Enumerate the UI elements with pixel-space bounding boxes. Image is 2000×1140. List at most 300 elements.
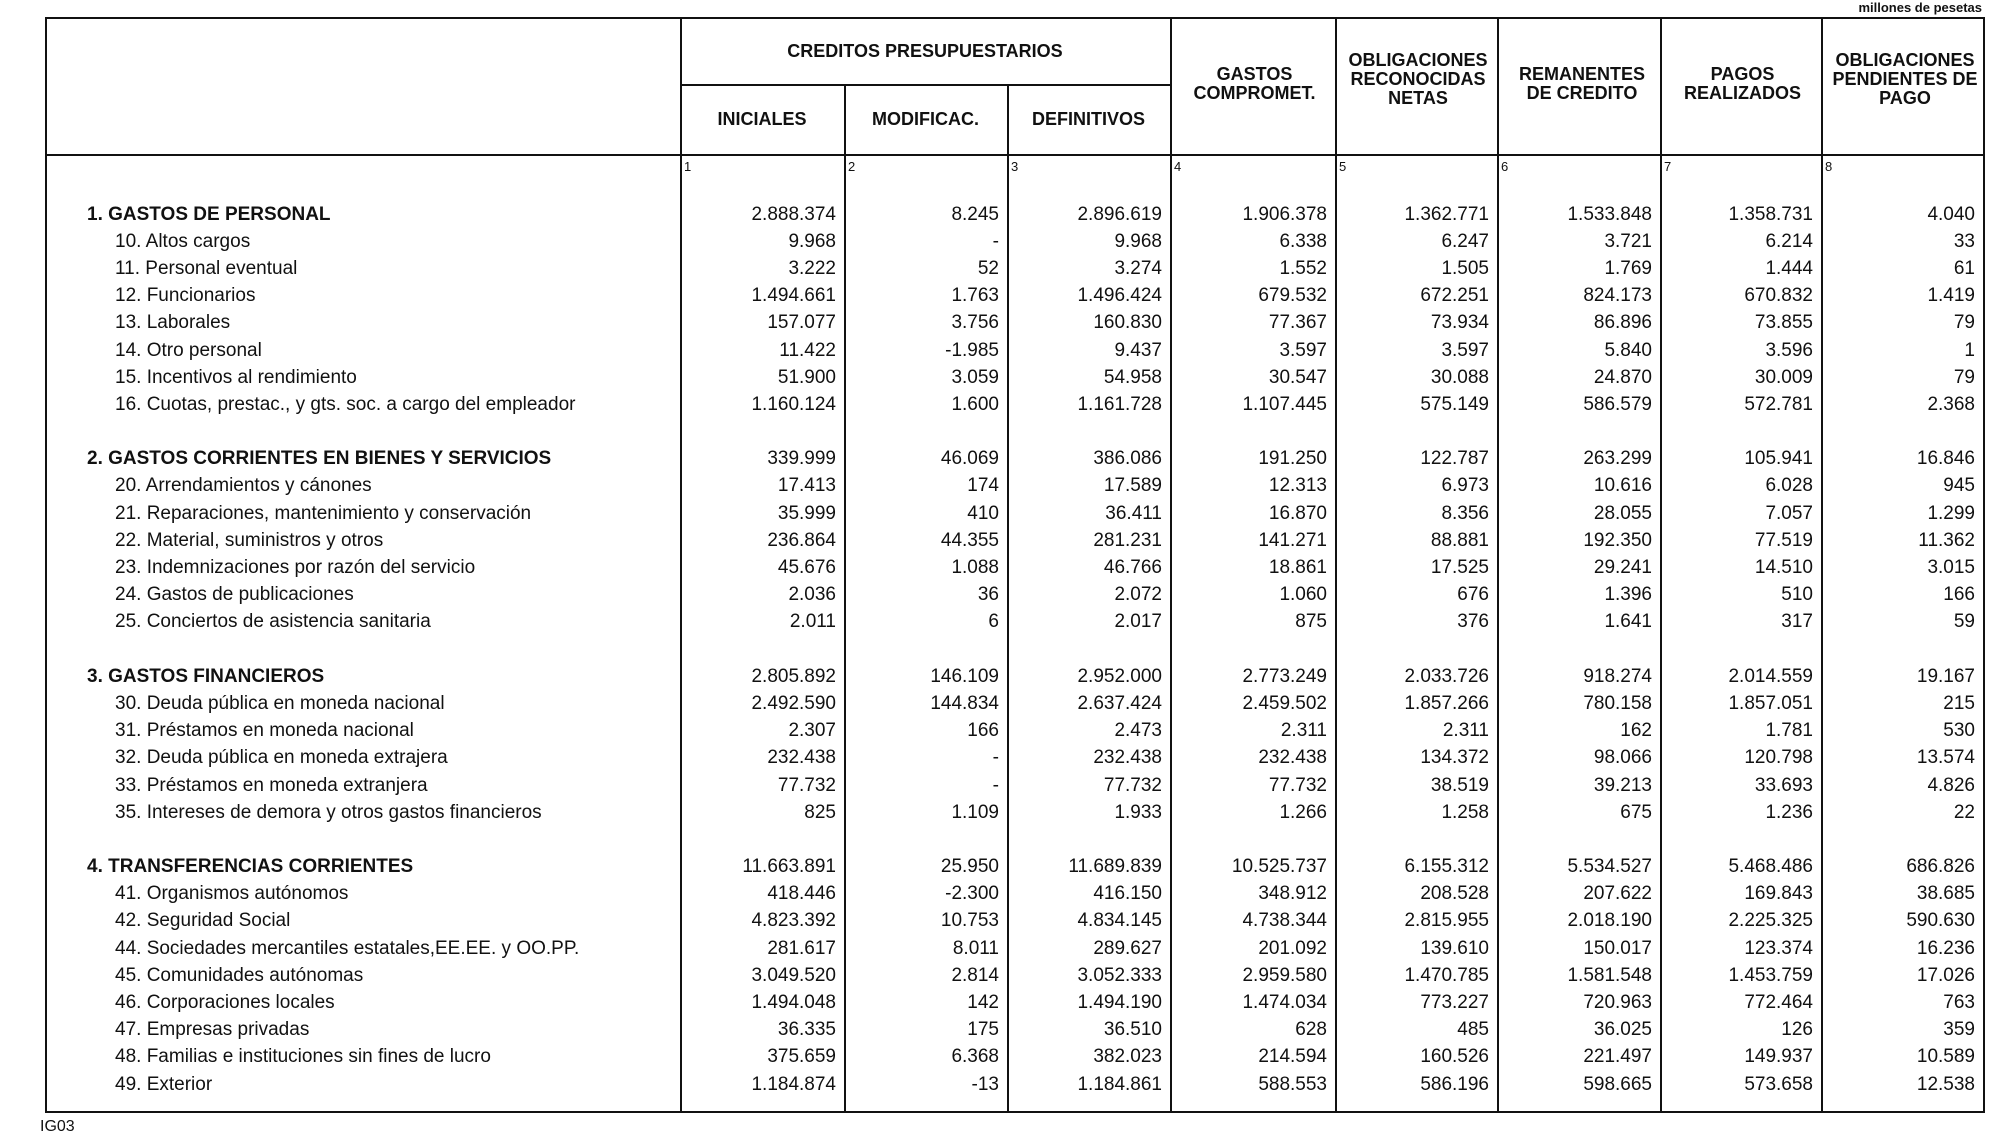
table-row-value: 77.367: [1268, 312, 1327, 334]
group-row-value: 2.773.249: [1242, 665, 1327, 687]
table-row-value: 772.464: [1744, 992, 1813, 1014]
table-row-value: 16.870: [1268, 502, 1327, 524]
table-row-value: 1.419: [1927, 285, 1975, 307]
table-row-label: 45. Comunidades autónomas: [115, 964, 364, 986]
group-row-value: 2.952.000: [1077, 665, 1162, 687]
table-row: [47, 989, 1983, 1016]
table-row-value: 3.721: [1604, 230, 1652, 252]
table-row-value: 3.222: [788, 257, 836, 279]
group-row-value: 191.250: [1258, 448, 1327, 470]
table-row-value: 13.574: [1916, 747, 1975, 769]
table-row-value: 1.184.861: [1077, 1073, 1162, 1095]
table-row-value: 875: [1295, 611, 1327, 633]
table-row-value: 3.052.333: [1077, 964, 1162, 986]
group-row-value: 2.033.726: [1404, 665, 1489, 687]
table-row-value: 10.753: [940, 910, 999, 932]
table-row-value: 126: [1781, 1019, 1813, 1041]
table-row-value: 174: [967, 475, 999, 497]
table-row-value: 2.459.502: [1242, 692, 1327, 714]
group-row-value: 1.358.731: [1728, 203, 1813, 225]
group-row-value: 1.906.378: [1242, 203, 1327, 225]
table-row-value: 2.307: [788, 720, 836, 742]
table-row-value: 29.241: [1593, 557, 1652, 579]
table-row-value: -1.985: [945, 339, 999, 361]
group-row-value: 2.888.374: [751, 203, 836, 225]
group-row-value: 5.468.486: [1728, 856, 1813, 878]
table-row-value: 3.015: [1927, 557, 1975, 579]
group-row-value: 6.155.312: [1404, 856, 1489, 878]
table-row-value: 590.630: [1906, 910, 1975, 932]
table-row-value: 376: [1457, 611, 1489, 633]
header-creditos: CREDITOS PRESUPUESTARIOS: [787, 41, 1063, 61]
table-row-value: 1.494.661: [751, 285, 836, 307]
table-row-value: 824.173: [1583, 285, 1652, 307]
table-row-value: -: [992, 230, 999, 252]
header-modificac: MODIFICAC.: [872, 108, 979, 129]
table-row-value: 215: [1943, 692, 1975, 714]
table-row-value: 1.494.048: [751, 992, 836, 1014]
table-row-value: 6.028: [1765, 475, 1813, 497]
table-row-value: 73.934: [1430, 312, 1489, 334]
table-row-value: 22: [1953, 801, 1975, 823]
group-row: [47, 446, 1983, 473]
header-divider: [47, 154, 1983, 156]
table-row: [47, 609, 1983, 636]
table-row-value: 598.665: [1583, 1073, 1652, 1095]
table-row-value: 10.589: [1916, 1046, 1975, 1068]
table-row-value: 120.798: [1744, 747, 1813, 769]
table-row-value: 160.830: [1093, 312, 1162, 334]
table-row-value: 586.196: [1420, 1073, 1489, 1095]
group-row-label: 4. TRANSFERENCIAS CORRIENTES: [87, 856, 414, 878]
group-row-value: 146.109: [930, 665, 999, 687]
table-row: [47, 582, 1983, 609]
table-row-label: 20. Arrendamientos y cánones: [115, 475, 372, 497]
table-row-label: 12. Funcionarios: [115, 285, 256, 307]
table-body: [47, 201, 1983, 1098]
table-row-value: 2.072: [1114, 584, 1162, 606]
group-row-value: 11.663.891: [742, 856, 836, 878]
table-row-value: 1.060: [1279, 584, 1327, 606]
table-row-label: 24. Gastos de publicaciones: [115, 584, 354, 606]
table-row-value: 17.589: [1103, 475, 1162, 497]
table-row-value: 79: [1953, 312, 1975, 334]
table-row-value: 1.781: [1765, 720, 1813, 742]
table-row-value: 8.011: [952, 937, 999, 959]
group-row-value: 122.787: [1420, 448, 1489, 470]
table-row-value: 9.437: [1114, 339, 1162, 361]
table-row-label: 16. Cuotas, prestac., y gts. soc. a cargo del empleador: [115, 393, 576, 415]
table-row-value: 1.184.874: [751, 1073, 836, 1095]
table-row-value: 1.236: [1765, 801, 1813, 823]
table-row-value: 679.532: [1258, 285, 1327, 307]
column-number: 2: [848, 159, 856, 174]
table-row-value: 1.641: [1604, 611, 1652, 633]
table-row-value: 410: [967, 502, 999, 524]
table-row-label: 46. Corporaciones locales: [115, 992, 335, 1014]
table-row-value: 375.659: [767, 1046, 836, 1068]
table-row-value: 33: [1953, 230, 1975, 252]
table-row-value: 628: [1295, 1019, 1327, 1041]
unit-note: millones de pesetas: [1858, 0, 1982, 15]
group-row-label: 1. GASTOS DE PERSONAL: [87, 203, 331, 225]
table-row-label: 31. Préstamos en moneda nacional: [115, 720, 414, 742]
table-row-value: 720.963: [1583, 992, 1652, 1014]
budget-table: [45, 17, 1985, 1113]
table-row-value: 36.025: [1593, 1019, 1652, 1041]
table-row-label: 42. Seguridad Social: [115, 910, 291, 932]
table-row-label: 49. Exterior: [115, 1073, 213, 1095]
table-row-value: 33.693: [1754, 774, 1813, 796]
table-row-value: 1.299: [1927, 502, 1975, 524]
table-row-value: 382.023: [1093, 1046, 1162, 1068]
table-row-value: 281.231: [1093, 529, 1162, 551]
table-row-value: 30.009: [1754, 366, 1813, 388]
table-row: [47, 745, 1983, 772]
column-number: 7: [1664, 159, 1672, 174]
table-row-value: 773.227: [1420, 992, 1489, 1014]
group-row-value: 686.826: [1906, 856, 1975, 878]
table-row-value: 59: [1953, 611, 1975, 633]
table-row-value: 134.372: [1420, 747, 1489, 769]
table-row-value: 530: [1943, 720, 1975, 742]
table-row-value: 79: [1953, 366, 1975, 388]
table-row-value: 3.059: [951, 366, 999, 388]
table-row-value: 28.055: [1593, 502, 1652, 524]
table-row-value: 30.547: [1268, 366, 1327, 388]
header-obligaciones-reconocidas: OBLIGACIONES RECONOCIDAS NETAS: [1348, 49, 1488, 108]
table-row-value: -13: [971, 1073, 999, 1095]
table-row-value: 289.627: [1093, 937, 1162, 959]
table-row: [47, 799, 1983, 826]
table-row: [47, 881, 1983, 908]
group-row-value: 2.014.559: [1728, 665, 1813, 687]
table-row-value: 3.596: [1765, 339, 1813, 361]
table-row-value: 945: [1943, 475, 1975, 497]
table-row-value: 232.438: [1258, 747, 1327, 769]
group-row-value: 25.950: [940, 856, 999, 878]
footer-code: IG03: [40, 1118, 75, 1135]
table-row-value: 35.999: [777, 502, 836, 524]
table-row-value: 2.018.190: [1567, 910, 1652, 932]
table-row-value: 572.781: [1744, 393, 1813, 415]
table-row-value: 39.213: [1593, 774, 1652, 796]
table-row-value: 232.438: [767, 747, 836, 769]
table-row-value: 2.473: [1114, 720, 1162, 742]
group-row-value: 10.525.737: [1231, 856, 1327, 878]
table-row-value: 207.622: [1583, 883, 1652, 905]
table-row-value: 11.422: [779, 339, 836, 361]
table-row-value: 1: [1964, 339, 1975, 361]
table-row-value: 6.368: [951, 1046, 999, 1068]
table-row-value: 12.313: [1268, 475, 1327, 497]
table-row-label: 14. Otro personal: [115, 339, 262, 361]
table-row-label: 11. Personal eventual: [115, 257, 298, 279]
table-row-value: 1.763: [951, 285, 999, 307]
table-row-label: 22. Material, suministros y otros: [115, 529, 384, 551]
table-row-value: 17.525: [1430, 557, 1489, 579]
table-row-value: 1.470.785: [1404, 964, 1489, 986]
table-row: [47, 1044, 1983, 1071]
table-row-value: 77.732: [1268, 774, 1327, 796]
table-row-value: 36.510: [1103, 1019, 1162, 1041]
table-row-value: 1.769: [1604, 257, 1652, 279]
table-row-value: 123.374: [1744, 937, 1813, 959]
table-row-value: 6: [988, 611, 999, 633]
table-row-value: 2.011: [789, 611, 836, 633]
table-row-label: 33. Préstamos en moneda extranjera: [115, 774, 428, 796]
table-row-value: 1.088: [951, 557, 999, 579]
group-row-value: 1.362.771: [1404, 203, 1489, 225]
table-row-value: 2.311: [1280, 720, 1327, 742]
table-row-label: 48. Familias e instituciones sin fines de lucro: [115, 1046, 491, 1068]
table-row-value: 1.552: [1279, 257, 1327, 279]
table-row-value: 214.594: [1258, 1046, 1327, 1068]
table-row: [47, 908, 1983, 935]
table-row-value: 18.861: [1268, 557, 1327, 579]
table-row-value: 3.274: [1114, 257, 1162, 279]
table-row-value: 676: [1457, 584, 1489, 606]
table-row-value: 61: [1953, 257, 1975, 279]
table-row-value: 6.973: [1441, 475, 1489, 497]
table-row-value: 77.732: [1103, 774, 1162, 796]
table-row-value: 4.823.392: [751, 910, 836, 932]
table-row-value: 144.834: [930, 692, 999, 714]
table-row-value: 77.519: [1754, 529, 1813, 551]
group-row-value: 16.846: [1916, 448, 1975, 470]
table-row: [47, 473, 1983, 500]
table-row-value: 3.756: [951, 312, 999, 334]
table-row-label: 21. Reparaciones, mantenimiento y conservación: [115, 502, 532, 524]
table-row-value: 36.335: [777, 1019, 836, 1041]
table-row: [47, 554, 1983, 581]
table-row-value: 51.900: [777, 366, 836, 388]
table-row-value: 10.616: [1593, 475, 1652, 497]
group-row-value: 8.245: [951, 203, 999, 225]
table-row-value: 54.958: [1103, 366, 1162, 388]
table-row-value: 36.411: [1105, 502, 1162, 524]
table-row-value: 3.597: [1441, 339, 1489, 361]
table-row-value: 825: [804, 801, 836, 823]
table-row-value: 1.857.266: [1404, 692, 1489, 714]
table-row-value: 485: [1457, 1019, 1489, 1041]
table-row-value: 86.896: [1593, 312, 1652, 334]
table-row-value: 9.968: [1114, 230, 1162, 252]
table-row-value: 221.497: [1583, 1046, 1652, 1068]
table-row-value: 24.870: [1593, 366, 1652, 388]
table-row-value: 149.937: [1744, 1046, 1813, 1068]
table-row-value: 763: [1943, 992, 1975, 1014]
table-row-value: 1.857.051: [1728, 692, 1813, 714]
table-row-value: 77.732: [777, 774, 836, 796]
table-row-value: 675: [1620, 801, 1652, 823]
table-row-value: 2.959.580: [1242, 964, 1327, 986]
table-row-value: 1.581.548: [1567, 964, 1652, 986]
table-row-value: 672.251: [1420, 285, 1489, 307]
table-row-value: 142: [967, 992, 999, 1014]
table-row-value: 4.738.344: [1242, 910, 1327, 932]
column-number: 4: [1174, 159, 1182, 174]
table-row-value: 201.092: [1258, 937, 1327, 959]
table-row-value: 780.158: [1583, 692, 1652, 714]
table-row-value: 166: [1943, 584, 1975, 606]
table-row-value: 36: [977, 584, 999, 606]
table-row-value: 2.368: [1927, 393, 1975, 415]
group-row-value: 918.274: [1583, 665, 1652, 687]
column-number: 5: [1339, 159, 1347, 174]
table-row-value: 3.049.520: [751, 964, 836, 986]
table-row-value: 232.438: [1093, 747, 1162, 769]
table-row-value: 7.057: [1765, 502, 1813, 524]
table-row-value: 6.338: [1279, 230, 1327, 252]
table-row-value: 586.579: [1583, 393, 1652, 415]
table-row-value: 141.271: [1258, 529, 1327, 551]
spacer-row: [47, 419, 1983, 446]
group-row: [47, 854, 1983, 881]
table-row: [47, 228, 1983, 255]
table-row-value: 1.933: [1114, 801, 1162, 823]
group-row-label: 3. GASTOS FINANCIEROS: [87, 665, 325, 687]
table-row-value: 6.247: [1441, 230, 1489, 252]
table-row-value: 573.658: [1744, 1073, 1813, 1095]
table-row-value: 1.453.759: [1728, 964, 1813, 986]
table-row-value: -: [992, 774, 999, 796]
group-row-value: 386.086: [1093, 448, 1162, 470]
table-row-value: 4.834.145: [1077, 910, 1162, 932]
table-row-value: 1.474.034: [1242, 992, 1327, 1014]
table-row-value: 1.107.445: [1242, 393, 1327, 415]
table-row-label: 44. Sociedades mercantiles estatales,EE.EE. y OO.PP.: [115, 937, 580, 959]
table-row-value: 2.637.424: [1077, 692, 1162, 714]
table-row-value: 157.077: [767, 312, 836, 334]
table-row-value: 175: [967, 1019, 999, 1041]
table-row-label: 41. Organismos autónomos: [115, 883, 349, 905]
table-row-label: 32. Deuda pública en moneda extrajera: [115, 747, 448, 769]
table-row: [47, 391, 1983, 418]
group-row-label: 2. GASTOS CORRIENTES EN BIENES Y SERVICIOS: [87, 448, 552, 470]
table-row-value: 1.161.728: [1077, 393, 1162, 415]
table-row-value: 16.236: [1916, 937, 1975, 959]
table-row-label: 10. Altos cargos: [115, 230, 251, 252]
table-row-value: 359: [1943, 1019, 1975, 1041]
group-row-value: 11.689.839: [1068, 856, 1162, 878]
table-row-value: 150.017: [1583, 937, 1652, 959]
header-iniciales: INICIALES: [717, 108, 807, 129]
table-row-value: 2.225.325: [1728, 910, 1813, 932]
table-row-value: 575.149: [1420, 393, 1489, 415]
table-row-value: 162: [1620, 720, 1652, 742]
table-row-value: 2.492.590: [751, 692, 836, 714]
group-row: [47, 201, 1983, 228]
table-row-value: 38.519: [1430, 774, 1489, 796]
group-row-value: 105.941: [1744, 448, 1813, 470]
table-row: [47, 364, 1983, 391]
group-row-value: 5.534.527: [1567, 856, 1652, 878]
table-row-label: 47. Empresas privadas: [115, 1019, 310, 1041]
table-row-value: 73.855: [1754, 312, 1813, 334]
column-number: 6: [1501, 159, 1509, 174]
table-row-value: 3.597: [1279, 339, 1327, 361]
group-row-value: 46.069: [940, 448, 999, 470]
table-row: [47, 527, 1983, 554]
table-row-value: 1.266: [1279, 801, 1327, 823]
group-row-value: 1.533.848: [1567, 203, 1652, 225]
table-row-value: 9.968: [788, 230, 836, 252]
table-row-value: 416.150: [1093, 883, 1162, 905]
table-row: [47, 962, 1983, 989]
table-row-label: 25. Conciertos de asistencia sanitaria: [115, 611, 431, 633]
table-row-label: 35. Intereses de demora y otros gastos financieros: [115, 801, 542, 823]
table-row-value: 44.355: [940, 529, 999, 551]
table-row: [47, 500, 1983, 527]
table-row-value: 348.912: [1258, 883, 1327, 905]
table-row-value: 88.881: [1430, 529, 1489, 551]
table-row-value: 2.311: [1442, 720, 1489, 742]
table-row-value: 1.505: [1441, 257, 1489, 279]
table-row-value: 98.066: [1593, 747, 1652, 769]
table-row: [47, 935, 1983, 962]
table-row: [47, 772, 1983, 799]
table-row-value: 1.496.424: [1077, 285, 1162, 307]
group-row-value: 2.896.619: [1077, 203, 1162, 225]
table-row: [47, 255, 1983, 282]
table-row-value: 166: [967, 720, 999, 742]
table-row-value: 1.600: [951, 393, 999, 415]
spacer-row: [47, 636, 1983, 663]
table-row: [47, 718, 1983, 745]
table-row-value: 17.413: [777, 475, 836, 497]
table-row: [47, 337, 1983, 364]
table-row-value: 8.356: [1441, 502, 1489, 524]
table-row-value: 2.815.955: [1404, 910, 1489, 932]
table-row-value: -2.300: [945, 883, 999, 905]
table-row-value: 1.494.190: [1077, 992, 1162, 1014]
group-row-value: 339.999: [767, 448, 836, 470]
table-row-value: 52: [977, 257, 999, 279]
table-row-value: 236.864: [767, 529, 836, 551]
header-obligaciones-pendientes: OBLIGACIONES PENDIENTES DE PAGO: [1832, 49, 1978, 108]
header-remanentes: REMANENTES DE CREDITO: [1518, 64, 1645, 103]
group-row-value: 263.299: [1583, 448, 1652, 470]
table-row-label: 15. Incentivos al rendimiento: [115, 366, 357, 388]
table-row-value: -: [992, 747, 999, 769]
column-number: 3: [1011, 159, 1019, 174]
header-definitivos: DEFINITIVOS: [1031, 108, 1145, 129]
table-row-value: 2.036: [788, 584, 836, 606]
table-row: [47, 690, 1983, 717]
group-row-value: 4.040: [1927, 203, 1975, 225]
table-row-value: 208.528: [1420, 883, 1489, 905]
table-row-label: 13. Laborales: [115, 312, 231, 334]
table-row-value: 12.538: [1916, 1073, 1975, 1095]
group-row: [47, 663, 1983, 690]
spacer-row: [47, 826, 1983, 853]
column-number: 8: [1825, 159, 1833, 174]
table-row-value: 418.446: [767, 883, 836, 905]
table-row-value: 30.088: [1430, 366, 1489, 388]
table-row-value: 17.026: [1916, 964, 1975, 986]
group-row-value: 2.805.892: [751, 665, 836, 687]
table-row-value: 588.553: [1258, 1073, 1327, 1095]
table-row-value: 1.258: [1441, 801, 1489, 823]
table-row-value: 11.362: [1918, 529, 1975, 551]
table-row-value: 2.017: [1114, 611, 1162, 633]
table-row-label: 30. Deuda pública en moneda nacional: [115, 692, 445, 714]
table-row: [47, 283, 1983, 310]
group-row-value: 19.167: [1916, 665, 1975, 687]
table-row-value: 160.526: [1420, 1046, 1489, 1068]
table-row: [47, 310, 1983, 337]
